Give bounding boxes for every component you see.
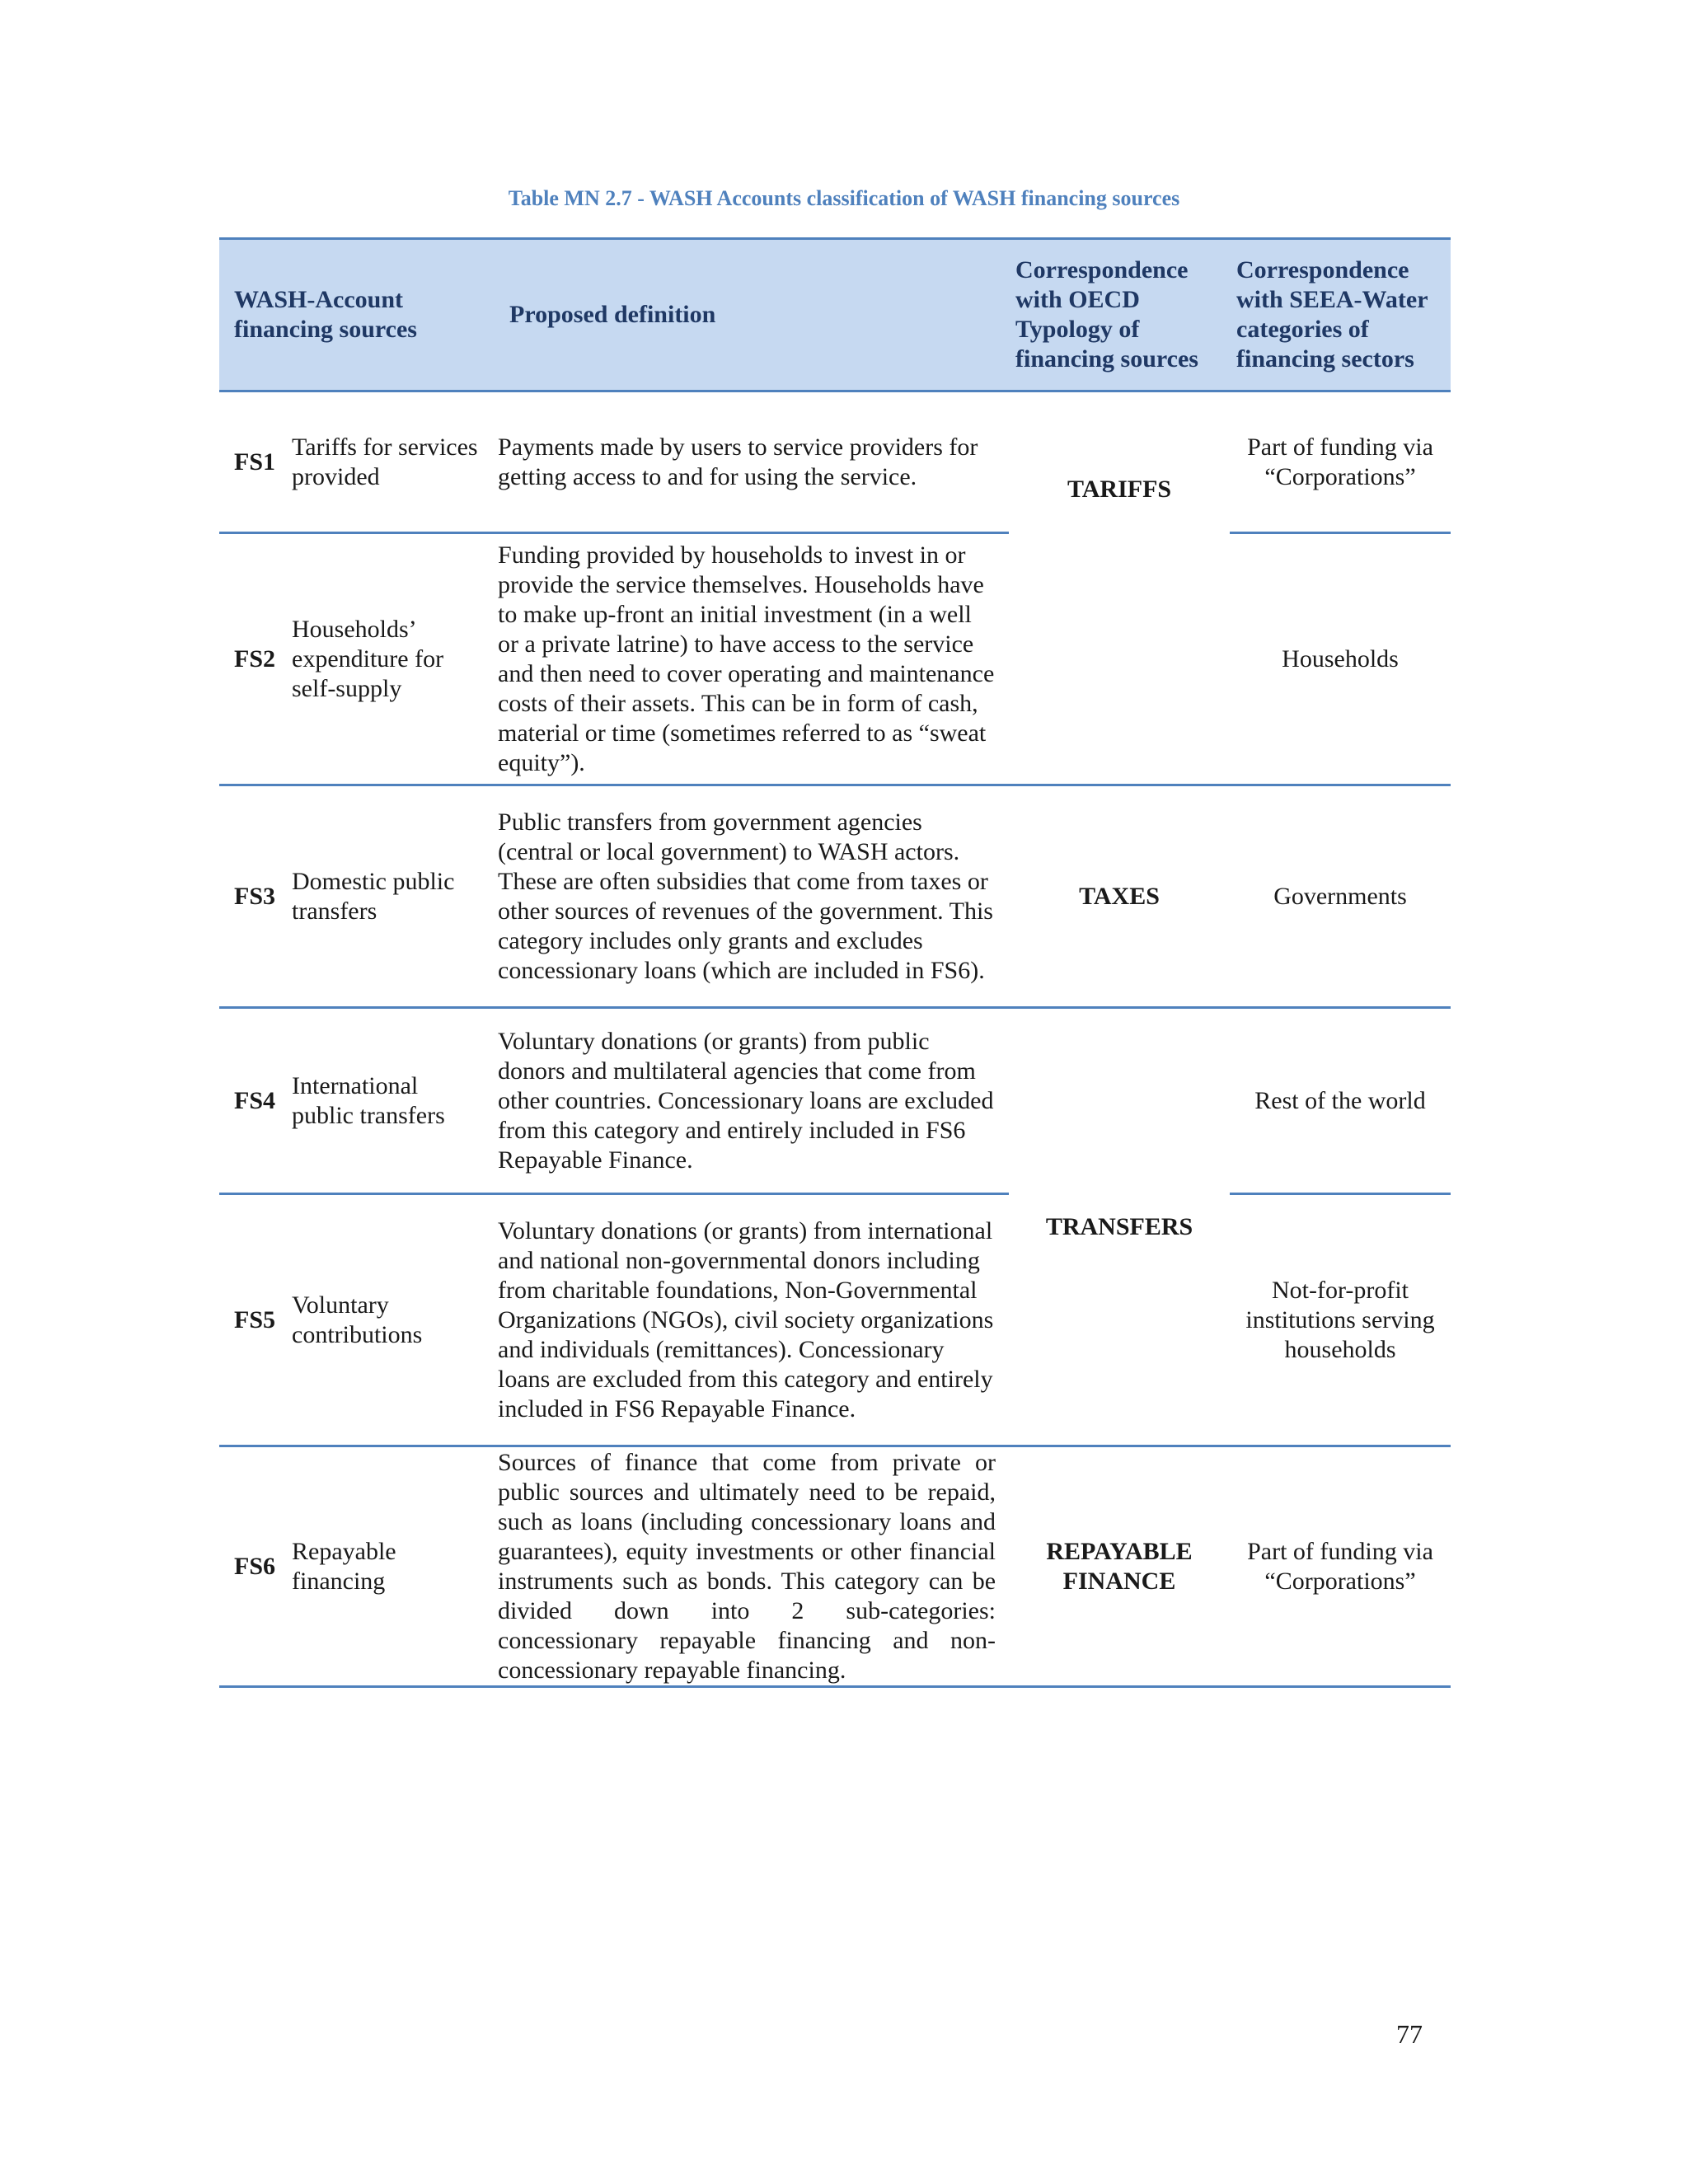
table-caption: Table MN 2.7 - WASH Accounts classification of WASH financing sources [508,186,1180,210]
table-row [219,1446,1451,1687]
row-seea: Part of funding via “Corporations” [1230,391,1451,533]
row-definition: Voluntary donations (or grants) from public donors and multilateral agencies that come from other countries. Concessionary loans are excluded from this category and entirely included in FS6 Repayable Finance. [495,1008,1009,1194]
row-name: Repayable financing [290,1446,495,1687]
table-row [219,1008,1451,1194]
row-name: Households’ expenditure for self-supply [290,533,495,785]
table-row [219,391,1451,533]
row-seea: Households [1230,533,1451,785]
oecd-transfers: TRANSFERS [1009,1008,1230,1446]
header-oecd: Correspondence with OECD Typology of financing sources [1009,239,1230,391]
table-row [219,1194,1451,1446]
row-name: Tariffs for services provided [290,391,495,533]
row-name: Voluntary contributions [290,1194,495,1446]
row-definition: Voluntary donations (or grants) from international and national non-governmental donors including from charitable foundations, Non-Governmental Organizations (NGOs), civil society organizations and individuals (remittances). Concessionary loans are excluded from this category and entirely included in FS6 Repayable Finance. [495,1194,1009,1446]
row-seea: Rest of the world [1230,1008,1451,1194]
header-source: WASH-Account financing sources [219,239,495,391]
row-definition: Sources of finance that come from private or public sources and ultimately need to be repaid, such as loans (including concessionary loans and guarantees), equity investments or other financial instruments such as bonds. This category can be divided down into 2 sub-categories: concessionary repayable financing and non-concessionary repayable financing. [495,1446,1009,1687]
header-seea: Correspondence with SEEA-Water categories of financing sectors [1230,239,1451,391]
row-seea: Part of funding via “Corporations” [1230,1446,1451,1687]
row-definition: Public transfers from government agencies (central or local government) to WASH actors. These are often subsidies that come from taxes or other sources of revenues of the government. This category includes only grants and excludes concessionary loans (which are included in FS6). [495,785,1009,1008]
row-code: FS5 [219,1194,290,1446]
oecd-repayable: REPAYABLE FINANCE [1009,1446,1230,1687]
row-definition: Funding provided by households to invest in or provide the service themselves. Households have to make up-front an initial investment (in a well or a private latrine) to have access to the service and then need to cover operating and maintenance costs of their assets. This can be in form of cash, material or time (sometimes referred to as “sweat equity”). [495,533,1009,785]
row-name: International public transfers [290,1008,495,1194]
financing-sources-table [219,237,1451,1688]
page-number: 77 [1396,2019,1423,2049]
header-definition: Proposed definition [495,239,1009,391]
row-code: FS2 [219,533,290,785]
row-code: FS6 [219,1446,290,1687]
row-code: FS3 [219,785,290,1008]
row-definition: Payments made by users to service providers for getting access to and for using the service. [495,391,1009,533]
oecd-taxes: TAXES [1009,785,1230,1008]
oecd-tariffs: TARIFFS [1009,391,1230,785]
row-code: FS4 [219,1008,290,1194]
table-row [219,533,1451,785]
row-seea: Governments [1230,785,1451,1008]
row-seea: Not-for-profit institutions serving households [1230,1194,1451,1446]
table-row [219,785,1451,1008]
row-name: Domestic public transfers [290,785,495,1008]
table-header-row [219,239,1451,391]
row-code: FS1 [219,391,290,533]
